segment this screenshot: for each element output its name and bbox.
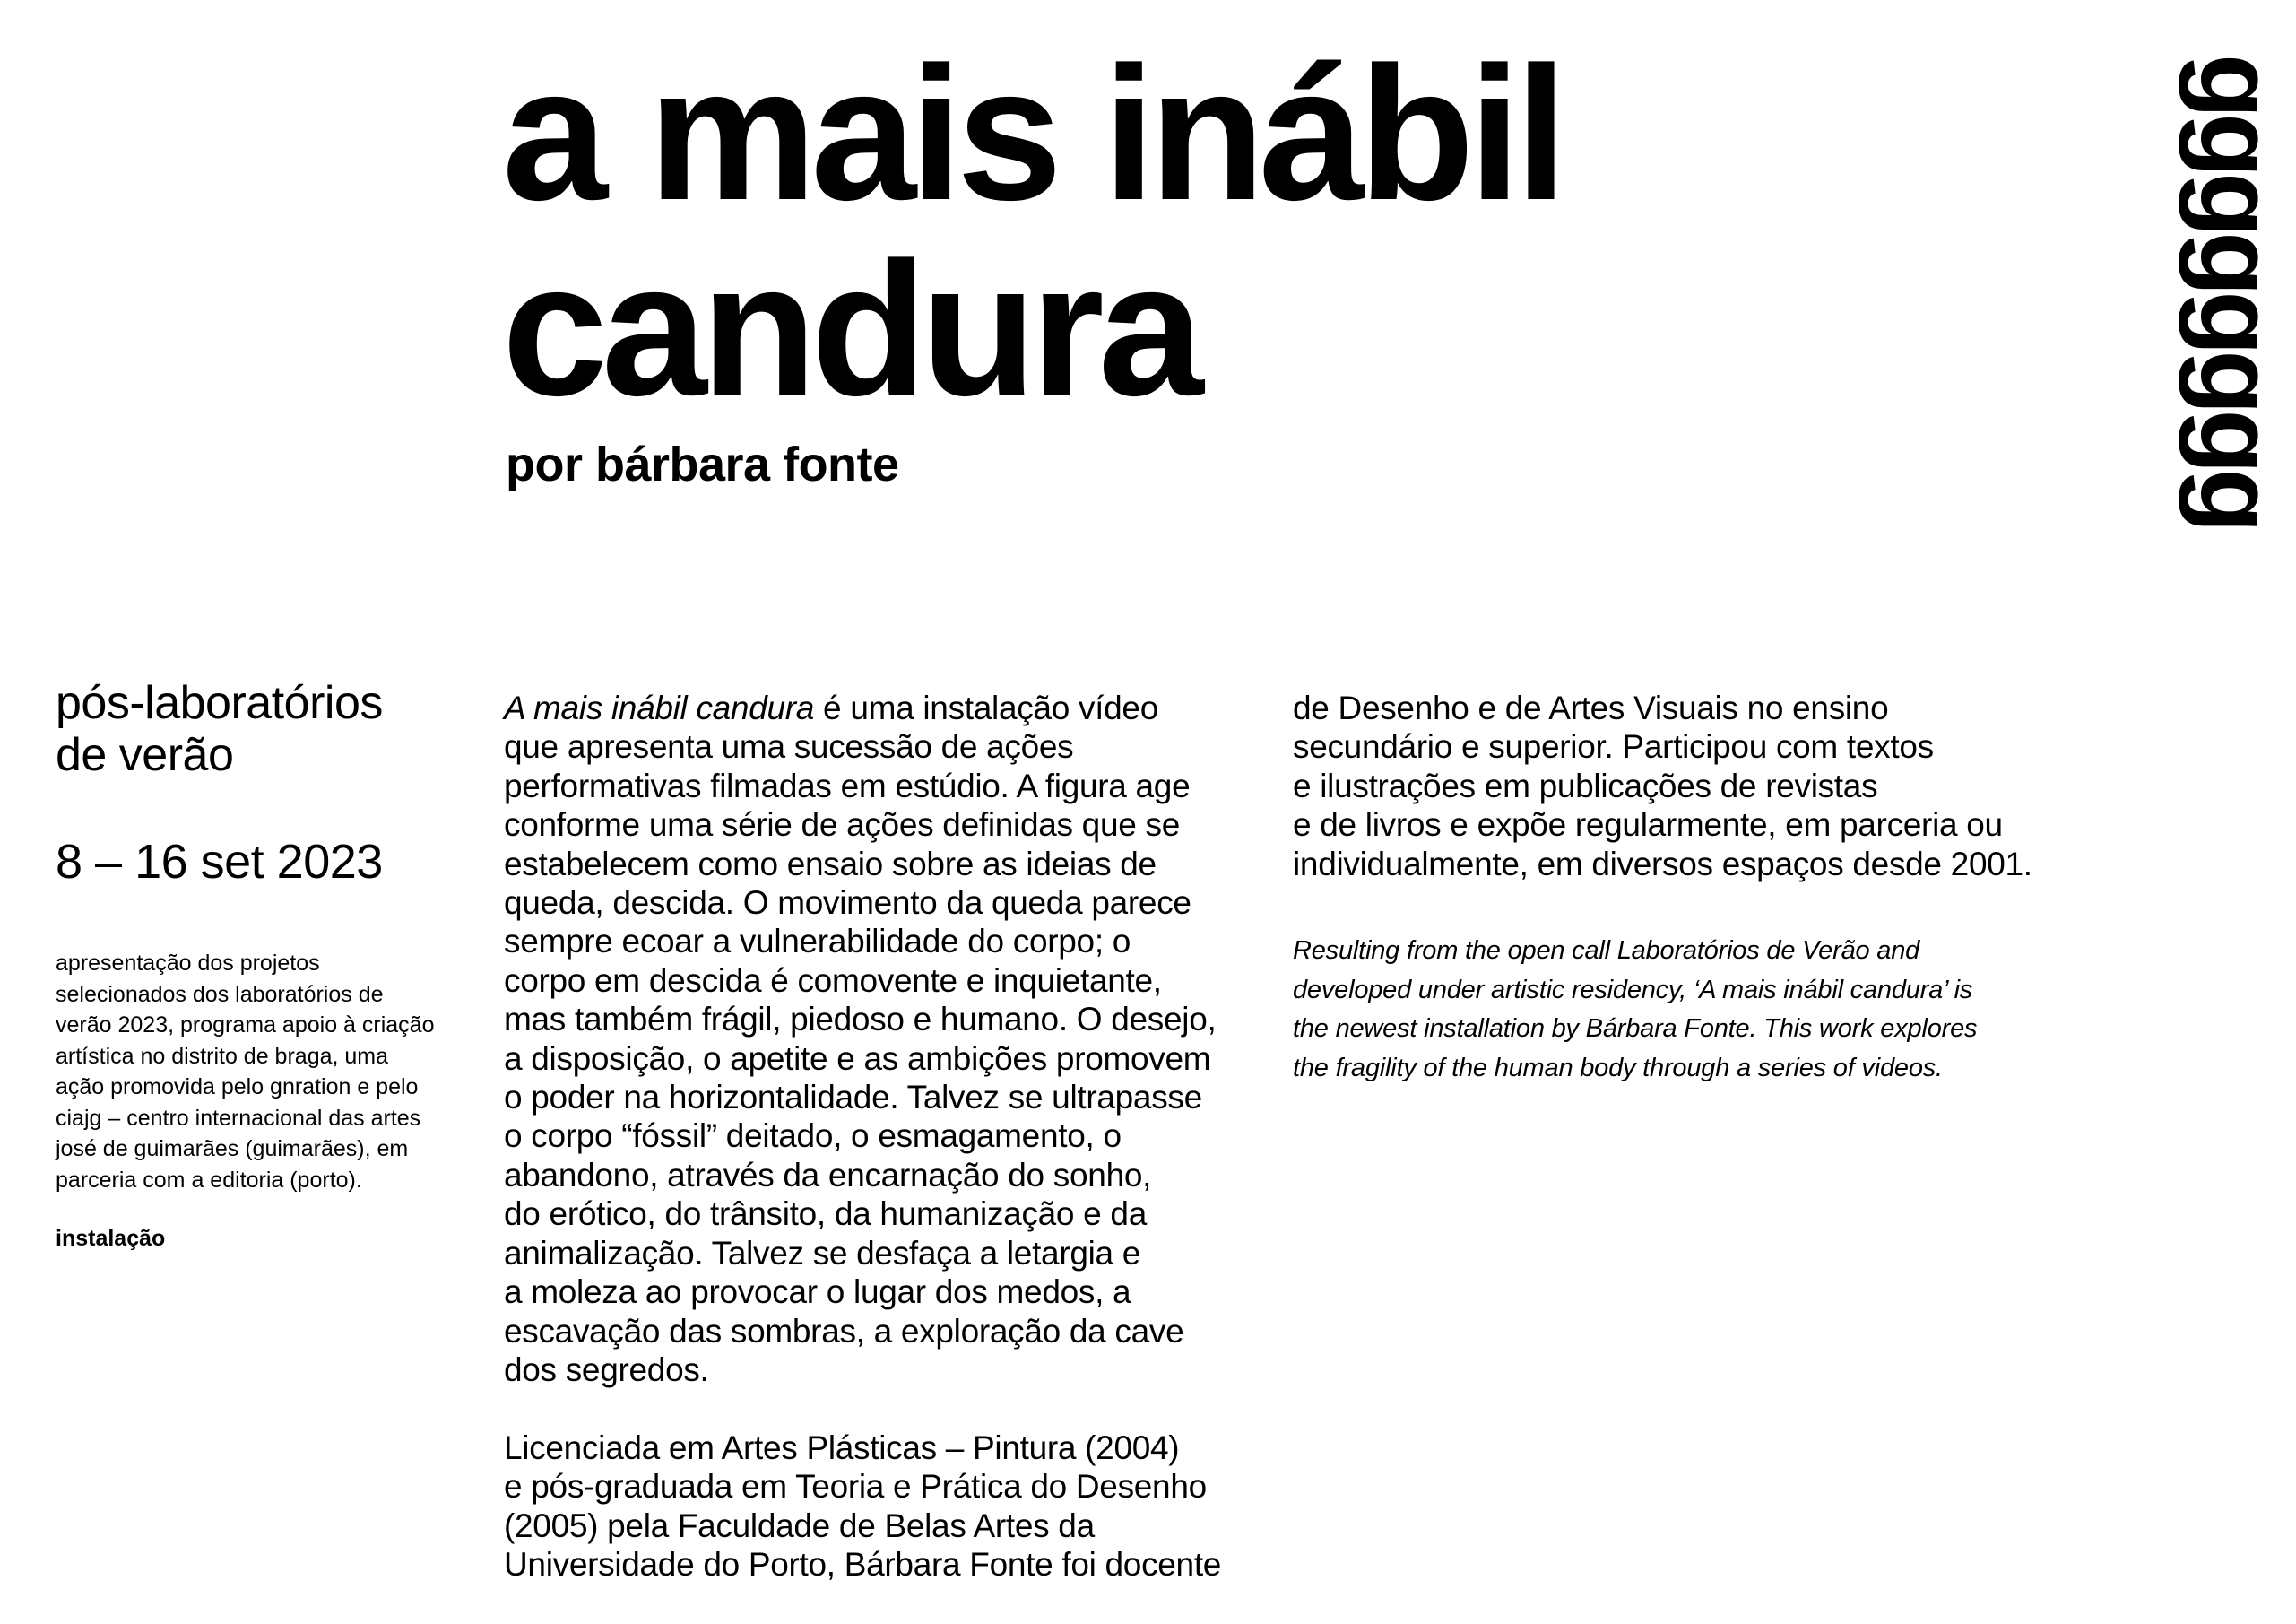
category-label: instalação <box>56 1226 166 1251</box>
work-title-italic: A mais inábil candura <box>504 690 815 726</box>
title-line-1: a mais inábil <box>502 27 1562 239</box>
body-column-1 <box>504 689 1257 1584</box>
paragraph-line: que apresenta uma sucessão de ações <box>504 728 1074 766</box>
paragraph-line: performativas filmadas em estúdio. A figura age <box>504 767 1191 804</box>
program-line: pós-laboratórios <box>56 677 383 729</box>
description-line: josé de guimarães (guimarães), em <box>56 1136 409 1161</box>
byline: por bárbara fonte <box>506 438 899 491</box>
paragraph-line: dos segredos. <box>504 1350 709 1388</box>
english-summary <box>1293 932 2064 1088</box>
english-line: developed under artistic residency, ‘A mais inábil candura’ is <box>1293 975 1973 1004</box>
paragraph-line: o corpo “fóssil” deitado, o esmagamento, o <box>504 1117 1122 1155</box>
paragraph-line: secundário e superior. Participou com textos <box>1293 728 1934 766</box>
body-column-2 <box>1293 689 2064 1088</box>
paragraph-line: do erótico, do trânsito, da humanização e da <box>504 1195 1147 1233</box>
paragraph-line: de Desenho e de Artes Visuais no ensino <box>1293 690 1889 726</box>
description-line: verão 2023, programa apoio à criação <box>56 1012 435 1038</box>
program-description <box>56 948 477 1195</box>
paragraph-line: escavação das sombras, a exploração da cave <box>504 1312 1184 1350</box>
description-line: parceria com a editoria (porto). <box>56 1167 362 1193</box>
description-line: ciajg – centro internacional das artes <box>56 1105 421 1131</box>
english-line: the fragility of the human body through a series of videos. <box>1293 1053 1943 1082</box>
paragraph-line: mas também frágil, piedoso e humano. O desejo, <box>504 1001 1217 1038</box>
paragraph-line: e pós-graduada em Teoria e Prática do Desenho <box>504 1468 1207 1506</box>
paragraph-line: a moleza ao provocar o lugar dos medos, a <box>504 1273 1131 1311</box>
description-line: ação promovida pelo gnration e pelo <box>56 1074 419 1099</box>
paragraph-line: a disposição, o apetite e as ambições promovem <box>504 1039 1211 1077</box>
sidebar <box>56 677 477 1253</box>
title-line-2: candura <box>502 222 1198 435</box>
vertical-label-container <box>2178 54 2296 664</box>
description-line: selecionados dos laboratórios de <box>56 981 384 1007</box>
paragraph-line: o poder na horizontalidade. Talvez se ultrapasse <box>504 1079 1202 1116</box>
paragraph-3 <box>1293 689 2064 883</box>
paragraph-line: estabelecem como ensaio sobre as ideias de <box>504 845 1157 882</box>
paragraph-line: Licenciada em Artes Plásticas – Pintura (2004) <box>504 1429 1180 1466</box>
paragraph-line: Universidade do Porto, Bárbara Fonte foi docente <box>504 1545 1222 1583</box>
english-line: the newest installation by Bárbara Fonte. This work explores <box>1293 1014 1978 1044</box>
paragraph-line <box>504 689 1257 727</box>
paragraph-line: e ilustrações em publicações de revistas <box>1293 767 1878 804</box>
title-block <box>502 27 2026 493</box>
english-line: Resulting from the open call Laboratórios de Verão and <box>1293 936 1920 966</box>
paragraph-line: abandono, através da encarnação do sonho, <box>504 1156 1152 1194</box>
description-line: artística no distrito de braga, uma <box>56 1043 389 1069</box>
description-line: apresentação dos projetos <box>56 951 320 976</box>
event-dates: 8 – 16 set 2023 <box>56 835 383 889</box>
paragraph-line: corpo em descida é comovente e inquietante, <box>504 961 1162 999</box>
paragraph-2 <box>504 1429 1257 1585</box>
paragraph-line: individualmente, em diversos espaços desde 2001. <box>1293 845 2032 882</box>
vertical-label: gggggggg <box>2178 54 2296 528</box>
paragraph-line: queda, descida. O movimento da queda parece <box>504 884 1191 922</box>
paragraph-line: e de livros e expõe regularmente, em parceria ou <box>1293 806 2003 844</box>
program-name <box>56 677 477 781</box>
paragraph-line: animalização. Talvez se desfaça a letargia e <box>504 1234 1141 1272</box>
paragraph-line: (2005) pela Faculdade de Belas Artes da <box>504 1507 1095 1544</box>
program-line: de verão <box>56 729 234 781</box>
lead-text: é uma instalação vídeo <box>814 690 1158 726</box>
paragraph-line: sempre ecoar a vulnerabilidade do corpo; o <box>504 923 1131 960</box>
paragraph-1 <box>504 689 1257 1389</box>
paragraph-line: conforme uma série de ações definidas que se <box>504 806 1180 844</box>
page-title <box>502 27 2026 435</box>
